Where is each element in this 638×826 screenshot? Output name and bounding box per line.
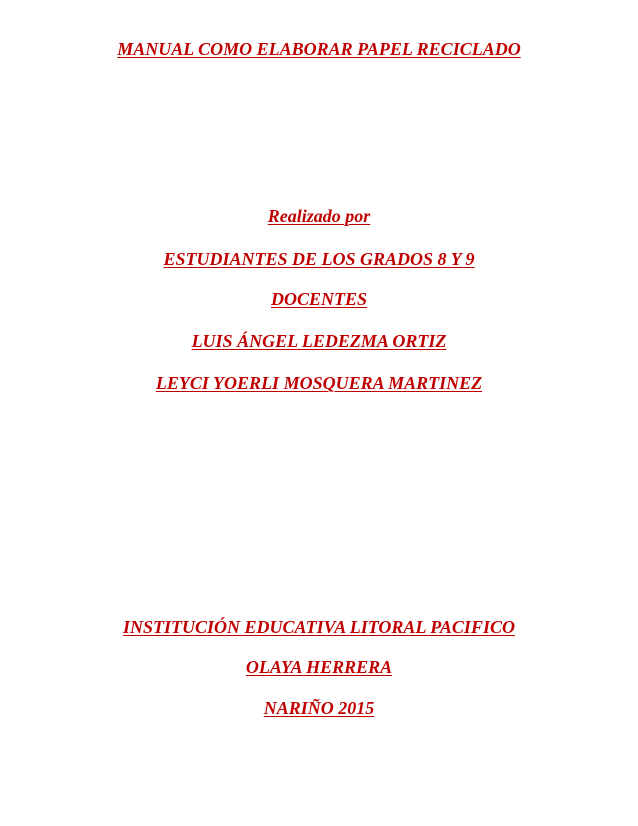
footer-place-year-text: NARIÑO 2015 xyxy=(263,698,375,718)
credits-teacher-1-text: LUIS ÁNGEL LEDEZMA ORTIZ xyxy=(191,331,447,351)
footer-institution xyxy=(0,616,638,638)
document-title-text: MANUAL COMO ELABORAR PAPEL RECICLADO xyxy=(117,39,521,59)
footer-place-year xyxy=(0,697,638,719)
footer-institution-text: INSTITUCIÓN EDUCATIVA LITORAL PACIFICO xyxy=(123,617,515,637)
credits-teachers-heading xyxy=(0,288,638,310)
credits-students-text: ESTUDIANTES DE LOS GRADOS 8 Y 9 xyxy=(163,249,475,269)
credits-teachers-heading-text: DOCENTES xyxy=(270,289,368,309)
credits-students xyxy=(0,248,638,270)
credits-teacher-2-text: LEYCI YOERLI MOSQUERA MARTINEZ xyxy=(155,373,483,393)
credits-teacher-2 xyxy=(0,372,638,394)
credits-teacher-1 xyxy=(0,330,638,352)
credits-intro-text: Realizado por xyxy=(267,206,371,226)
document-title xyxy=(0,38,638,60)
footer-municipality-text: OLAYA HERRERA xyxy=(245,657,393,677)
footer-municipality xyxy=(0,656,638,678)
credits-intro xyxy=(0,205,638,227)
